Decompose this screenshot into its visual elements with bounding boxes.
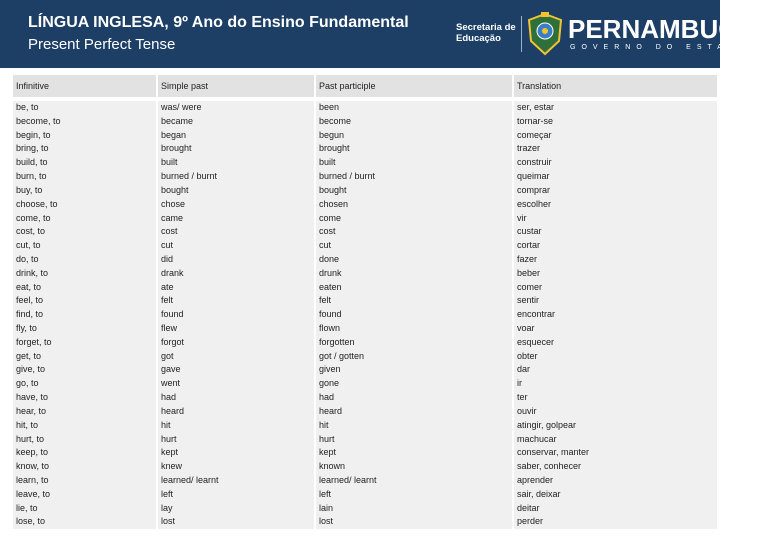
infinitive-cell: drink, to	[13, 267, 157, 281]
table-row	[13, 322, 718, 336]
infinitive-cell: learn, to	[13, 474, 157, 488]
column-header-translation: Translation	[513, 75, 718, 99]
past-participle-cell: done	[315, 253, 513, 267]
table-body	[13, 99, 718, 529]
infinitive-cell: come, to	[13, 212, 157, 226]
table-row	[13, 184, 718, 198]
table-row	[13, 515, 718, 529]
past-participle-cell: lain	[315, 502, 513, 516]
table-header-row	[13, 75, 718, 99]
table-row	[13, 419, 718, 433]
simple-past-cell: bought	[157, 184, 315, 198]
infinitive-cell: burn, to	[13, 170, 157, 184]
simple-past-cell: cost	[157, 225, 315, 239]
simple-past-cell: built	[157, 156, 315, 170]
translation-cell: aprender	[513, 474, 718, 488]
past-participle-cell: felt	[315, 294, 513, 308]
translation-cell: dar	[513, 363, 718, 377]
past-participle-cell: cost	[315, 225, 513, 239]
translation-cell: sair, deixar	[513, 488, 718, 502]
past-participle-cell: been	[315, 99, 513, 115]
translation-cell: cortar	[513, 239, 718, 253]
infinitive-cell: keep, to	[13, 446, 157, 460]
table-row	[13, 170, 718, 184]
infinitive-cell: do, to	[13, 253, 157, 267]
translation-cell: saber, conhecer	[513, 460, 718, 474]
translation-cell: queimar	[513, 170, 718, 184]
simple-past-cell: came	[157, 212, 315, 226]
infinitive-cell: leave, to	[13, 488, 157, 502]
translation-cell: começar	[513, 129, 718, 143]
simple-past-cell: lost	[157, 515, 315, 529]
infinitive-cell: lie, to	[13, 502, 157, 516]
infinitive-cell: buy, to	[13, 184, 157, 198]
simple-past-cell: drank	[157, 267, 315, 281]
table-row	[13, 239, 718, 253]
column-header-past-participle: Past participle	[315, 75, 513, 99]
past-participle-cell: found	[315, 308, 513, 322]
header-banner	[0, 0, 757, 68]
table-row	[13, 502, 718, 516]
simple-past-cell: went	[157, 377, 315, 391]
simple-past-cell: chose	[157, 198, 315, 212]
table-row	[13, 281, 718, 295]
brand-tagline: GOVERNO DO ESTADO	[570, 44, 751, 51]
table-row	[13, 294, 718, 308]
translation-cell: ir	[513, 377, 718, 391]
infinitive-cell: hit, to	[13, 419, 157, 433]
table-row	[13, 488, 718, 502]
infinitive-cell: hear, to	[13, 405, 157, 419]
past-participle-cell: lost	[315, 515, 513, 529]
table-row	[13, 253, 718, 267]
simple-past-cell: kept	[157, 446, 315, 460]
translation-cell: fazer	[513, 253, 718, 267]
header-divider	[521, 16, 522, 52]
table-row	[13, 446, 718, 460]
table-row	[13, 198, 718, 212]
infinitive-cell: cost, to	[13, 225, 157, 239]
table-row	[13, 267, 718, 281]
simple-past-cell: heard	[157, 405, 315, 419]
past-participle-cell: cut	[315, 239, 513, 253]
translation-cell: ter	[513, 391, 718, 405]
past-participle-cell: hit	[315, 419, 513, 433]
infinitive-cell: lose, to	[13, 515, 157, 529]
table-row	[13, 308, 718, 322]
past-participle-cell: kept	[315, 446, 513, 460]
table-row	[13, 405, 718, 419]
past-participle-cell: got / gotten	[315, 350, 513, 364]
simple-past-cell: had	[157, 391, 315, 405]
simple-past-cell: gave	[157, 363, 315, 377]
verbs-table	[13, 75, 719, 529]
past-participle-cell: flown	[315, 322, 513, 336]
translation-cell: deitar	[513, 502, 718, 516]
past-participle-cell: burned / burnt	[315, 170, 513, 184]
simple-past-cell: began	[157, 129, 315, 143]
simple-past-cell: left	[157, 488, 315, 502]
infinitive-cell: go, to	[13, 377, 157, 391]
column-header-infinitive: Infinitive	[13, 75, 157, 99]
past-participle-cell: known	[315, 460, 513, 474]
past-participle-cell: come	[315, 212, 513, 226]
infinitive-cell: give, to	[13, 363, 157, 377]
table-row	[13, 474, 718, 488]
simple-past-cell: found	[157, 308, 315, 322]
past-participle-cell: brought	[315, 142, 513, 156]
page-subtitle: Present Perfect Tense	[28, 36, 176, 53]
translation-cell: comer	[513, 281, 718, 295]
translation-cell: voar	[513, 322, 718, 336]
simple-past-cell: forgot	[157, 336, 315, 350]
table-row	[13, 99, 718, 115]
translation-cell: conservar, manter	[513, 446, 718, 460]
simple-past-cell: ate	[157, 281, 315, 295]
translation-cell: obter	[513, 350, 718, 364]
simple-past-cell: lay	[157, 502, 315, 516]
past-participle-cell: hurt	[315, 433, 513, 447]
infinitive-cell: forget, to	[13, 336, 157, 350]
infinitive-cell: hurt, to	[13, 433, 157, 447]
simple-past-cell: burned / burnt	[157, 170, 315, 184]
past-participle-cell: gone	[315, 377, 513, 391]
simple-past-cell: became	[157, 115, 315, 129]
infinitive-cell: have, to	[13, 391, 157, 405]
past-participle-cell: given	[315, 363, 513, 377]
infinitive-cell: choose, to	[13, 198, 157, 212]
translation-cell: custar	[513, 225, 718, 239]
infinitive-cell: know, to	[13, 460, 157, 474]
past-participle-cell: had	[315, 391, 513, 405]
translation-cell: perder	[513, 515, 718, 529]
translation-cell: machucar	[513, 433, 718, 447]
translation-cell: trazer	[513, 142, 718, 156]
infinitive-cell: begin, to	[13, 129, 157, 143]
translation-cell: encontrar	[513, 308, 718, 322]
infinitive-cell: be, to	[13, 99, 157, 115]
state-crest-icon	[524, 11, 566, 57]
simple-past-cell: knew	[157, 460, 315, 474]
infinitive-cell: feel, to	[13, 294, 157, 308]
past-participle-cell: built	[315, 156, 513, 170]
infinitive-cell: fly, to	[13, 322, 157, 336]
table-row	[13, 377, 718, 391]
past-participle-cell: learned/ learnt	[315, 474, 513, 488]
translation-cell: sentir	[513, 294, 718, 308]
past-participle-cell: become	[315, 115, 513, 129]
simple-past-cell: flew	[157, 322, 315, 336]
infinitive-cell: build, to	[13, 156, 157, 170]
table-row	[13, 336, 718, 350]
table-row	[13, 460, 718, 474]
past-participle-cell: eaten	[315, 281, 513, 295]
infinitive-cell: bring, to	[13, 142, 157, 156]
table-row	[13, 156, 718, 170]
simple-past-cell: hit	[157, 419, 315, 433]
table-row	[13, 115, 718, 129]
secretaria-line2: Educação	[456, 33, 501, 44]
simple-past-cell: brought	[157, 142, 315, 156]
past-participle-cell: chosen	[315, 198, 513, 212]
translation-cell: vir	[513, 212, 718, 226]
table-row	[13, 225, 718, 239]
translation-cell: comprar	[513, 184, 718, 198]
table-row	[13, 350, 718, 364]
brand-logo: PERNAMBUCO	[568, 14, 757, 44]
translation-cell: tornar-se	[513, 115, 718, 129]
table-row	[13, 129, 718, 143]
table-row	[13, 212, 718, 226]
past-participle-cell: forgotten	[315, 336, 513, 350]
column-header-simple-past: Simple past	[157, 75, 315, 99]
infinitive-cell: cut, to	[13, 239, 157, 253]
secretaria-label	[456, 22, 516, 44]
past-participle-cell: left	[315, 488, 513, 502]
simple-past-cell: got	[157, 350, 315, 364]
table-row	[13, 433, 718, 447]
infinitive-cell: get, to	[13, 350, 157, 364]
simple-past-cell: was/ were	[157, 99, 315, 115]
infinitive-cell: become, to	[13, 115, 157, 129]
simple-past-cell: did	[157, 253, 315, 267]
past-participle-cell: heard	[315, 405, 513, 419]
translation-cell: beber	[513, 267, 718, 281]
translation-cell: ouvir	[513, 405, 718, 419]
infinitive-cell: eat, to	[13, 281, 157, 295]
simple-past-cell: hurt	[157, 433, 315, 447]
translation-cell: esquecer	[513, 336, 718, 350]
table-row	[13, 363, 718, 377]
translation-cell: ser, estar	[513, 99, 718, 115]
past-participle-cell: bought	[315, 184, 513, 198]
translation-cell: construir	[513, 156, 718, 170]
table-row	[13, 391, 718, 405]
infinitive-cell: find, to	[13, 308, 157, 322]
simple-past-cell: cut	[157, 239, 315, 253]
past-participle-cell: drunk	[315, 267, 513, 281]
table-row	[13, 142, 718, 156]
translation-cell: atingir, golpear	[513, 419, 718, 433]
simple-past-cell: learned/ learnt	[157, 474, 315, 488]
secretaria-line1: Secretaria de	[456, 22, 516, 33]
translation-cell: escolher	[513, 198, 718, 212]
page-title: LÍNGUA INGLESA, 9º Ano do Ensino Fundamental	[28, 14, 409, 31]
past-participle-cell: begun	[315, 129, 513, 143]
simple-past-cell: felt	[157, 294, 315, 308]
